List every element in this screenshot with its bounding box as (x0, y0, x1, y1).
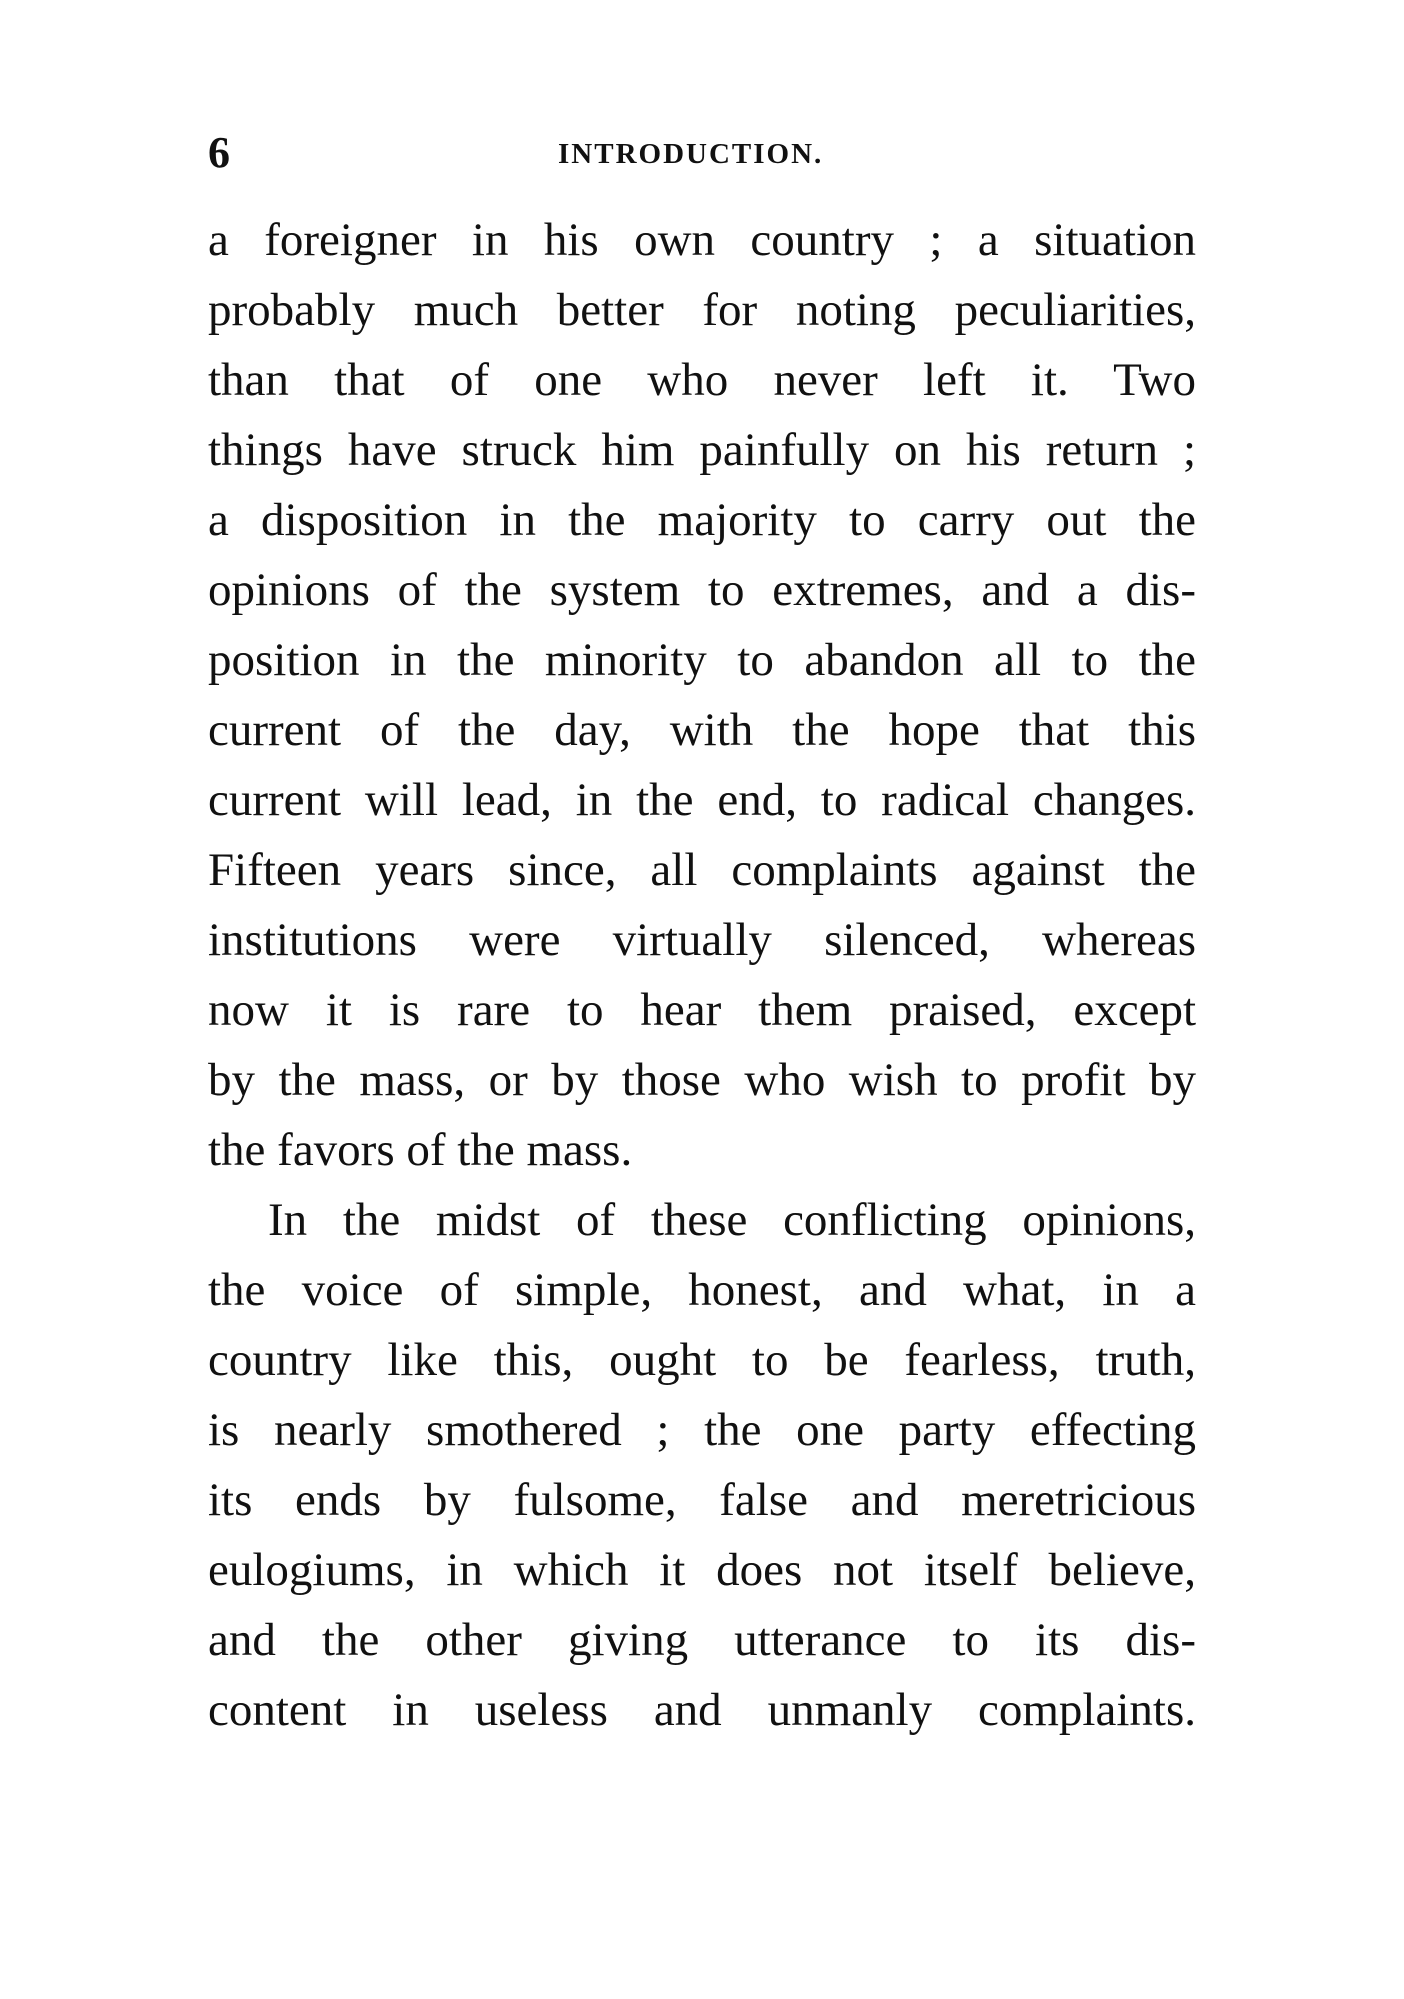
running-head (208, 128, 1196, 178)
text-line: the voice of simple, honest, and what, in a (208, 1264, 1196, 1316)
text-line: things have struck him painfully on his return ; (208, 424, 1196, 476)
text-line: by the mass, or by those who wish to profit by (208, 1054, 1196, 1106)
text-line: position in the minority to abandon all to the (208, 634, 1196, 686)
text-line: institutions were virtually silenced, whereas (208, 914, 1196, 966)
page-number: 6 (208, 128, 230, 177)
text-line: content in useless and unmanly complaints. (208, 1684, 1196, 1736)
text-line: opinions of the system to extremes, and a dis- (208, 564, 1196, 616)
text-line: than that of one who never left it. Two (208, 354, 1196, 406)
text-line: Fifteen years since, all complaints against the (208, 844, 1196, 896)
text-line: current of the day, with the hope that this (208, 704, 1196, 756)
text-line: current will lead, in the end, to radical changes. (208, 774, 1196, 826)
text-line: is nearly smothered ; the one party effecting (208, 1404, 1196, 1456)
text-line: country like this, ought to be fearless, truth, (208, 1334, 1196, 1386)
text-line: a foreigner in his own country ; a situation (208, 214, 1196, 266)
text-line: In the midst of these conflicting opinions, (268, 1194, 1196, 1246)
text-line: its ends by fulsome, false and meretricious (208, 1474, 1196, 1526)
text-line: and the other giving utterance to its dis- (208, 1614, 1196, 1666)
body-text (208, 205, 1196, 1745)
text-line: eulogiums, in which it does not itself believe, (208, 1544, 1196, 1596)
text-line: now it is rare to hear them praised, except (208, 984, 1196, 1036)
paragraph-2 (208, 1185, 1196, 1745)
text-line: probably much better for noting peculiarities, (208, 284, 1196, 336)
running-title: INTRODUCTION. (558, 138, 824, 170)
text-line: the favors of the mass. (208, 1124, 633, 1176)
text-line: a disposition in the majority to carry out the (208, 494, 1196, 546)
paragraph-1 (208, 205, 1196, 1185)
